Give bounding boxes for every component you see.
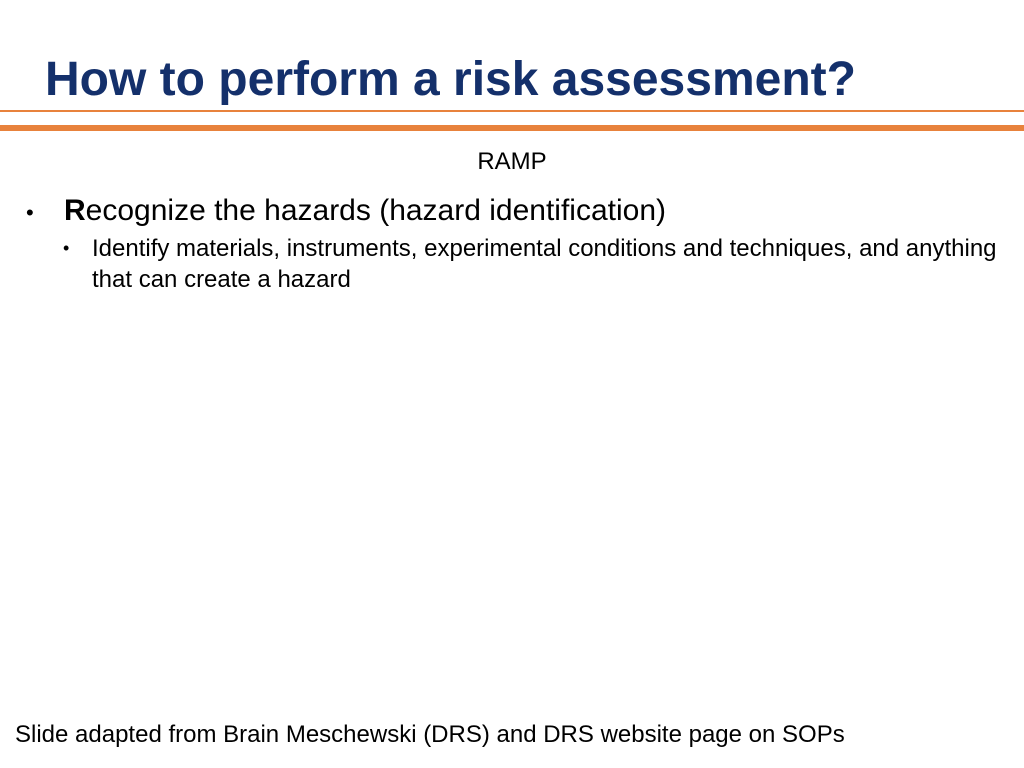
bullet-marker: •	[26, 200, 34, 225]
slide-title: How to perform a risk assessment?	[45, 53, 856, 106]
title-underline-thick	[0, 125, 1024, 131]
bullet-text-rest: ecognize the hazards (hazard identification)	[85, 194, 667, 227]
slide-subheading: RAMP	[477, 148, 547, 175]
bullet-bold-initial: R	[64, 194, 86, 227]
sub-bullet-item	[63, 233, 1003, 295]
sub-bullet-text: Identify materials, instruments, experimental conditions and techniques, and anything that can create a hazard	[92, 235, 997, 293]
sub-bullet-marker: •	[63, 238, 70, 258]
bullet-item	[26, 193, 666, 229]
title-underline-thin	[0, 110, 1024, 112]
slide-footer-note: Slide adapted from Brain Meschewski (DRS) and DRS website page on SOPs	[15, 721, 845, 748]
bullet-text	[64, 193, 666, 229]
